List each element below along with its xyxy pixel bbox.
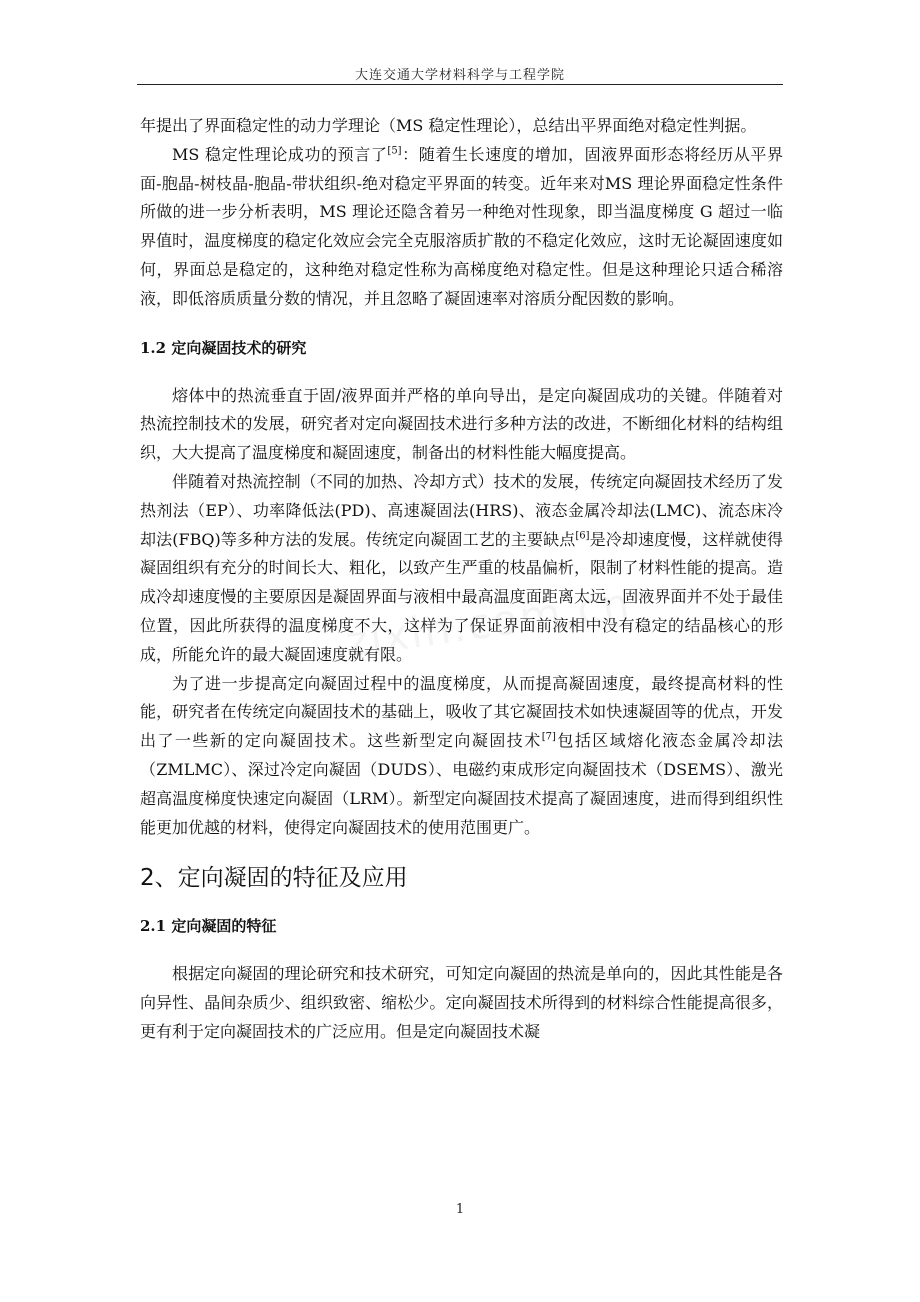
paragraph-new-methods bbox=[140, 670, 783, 843]
paragraph-traditional-methods bbox=[140, 468, 783, 670]
subsection-heading-1-2: 1.2 定向凝固技术的研究 bbox=[140, 338, 307, 357]
section-heading-2: 2、定向凝固的特征及应用 bbox=[140, 865, 408, 892]
paragraph-text: 是冷却速度慢，这样就使得凝固组织有充分的时间长大、粗化，以致产生严重的枝晶偏析，限制了材料性能的提高。造成冷却速度慢的主要原因是凝固界面与液相中最高温度面距离太远，固液界面并不处于最佳位置，因此所获得的温度梯度不大，这样为了保证界面前液相中没有稳定的结晶核心的形成，所能允许的最大凝固速度就有限。 bbox=[140, 529, 783, 664]
page-number: 1 bbox=[455, 1202, 465, 1217]
paragraph-text: 为了进一步提高定向凝固过程中的温度梯度，从而提高凝固速度，最终提高材料的性能，研究者在传统定向凝固技术的基础上，吸收了其它凝固技术如快速凝固等的优点，开发出了一些新的定向凝固技术。这些新型定向凝固技术 bbox=[140, 673, 783, 751]
citation-ref: [6] bbox=[575, 530, 590, 542]
body-content bbox=[140, 112, 783, 1047]
paragraph-text: 包括区域熔化液态金属冷却法（ZMLMC）、深过冷定向凝固（DUDS）、电磁约束成形定向凝固技术（DSEMS）、激光超高温度梯度快速定向凝固（LRM）。新型定向凝固技术提高了凝固速度，进而得到组织性能更加优越的材料，使得定向凝固技术的使用范围更广。 bbox=[140, 731, 783, 837]
paragraph-text: ：随着生长速度的增加，固液界面形态将经历从平界面-胞晶-树枝晶-胞晶-带状组织-绝对稳定平界面的转变。近年来对MS 理论界面稳定性条件所做的进一步分析表明，MS 理论还隐含着另一种绝对性现象，即当温度梯度 G 超过一临界值时，温度梯度的稳定化效应会完全克服溶质扩散的不稳定化效应，这时无论凝固速度如何，界面总是稳定的，这种绝对稳定性称为高梯度绝对稳定性。但是这种理论只适合稀溶液，即低溶质质量分数的情况，并且忽略了凝固速率对溶质分配因数的影响。 bbox=[140, 144, 783, 308]
citation-ref: [5] bbox=[387, 145, 402, 157]
paragraph-text: MS 稳定性理论成功的预言了 bbox=[172, 144, 388, 164]
header-rule bbox=[137, 84, 783, 85]
paragraph-characteristics bbox=[140, 960, 783, 1046]
paragraph-ms-theory bbox=[140, 141, 783, 314]
paragraph-heat-flow bbox=[140, 382, 783, 468]
page-header: 大连交通大学材料科学与工程学院 bbox=[354, 68, 565, 83]
paragraph-continued bbox=[140, 112, 783, 141]
subsection-heading-2-1: 2.1 定向凝固的特征 bbox=[140, 917, 277, 936]
citation-ref: [7] bbox=[541, 731, 556, 743]
paragraph-text: 伴随着对热流控制（不同的加热、冷却方式）技术的发展，传统定向凝固技术经历了发热剂法（EP）、功率降低法(PD)、高速凝固法(HRS)、液态金属冷却法(LMC)、流态床冷却法(FBQ)等多种方法的发展。传统定向凝固工艺的主要缺点 bbox=[140, 471, 783, 549]
paragraph-text: 根据定向凝固的理论研究和技术研究，可知定向凝固的热流是单向的，因此其性能是各向异性、晶间杂质少、组织致密、缩松少。定向凝固技术所得到的材料综合性能提高很多，更有利于定向凝固技术的广泛应用。但是定向凝固技术凝 bbox=[140, 964, 783, 1041]
paragraph-text: 年提出了界面稳定性的动力学理论（MS 稳定性理论），总结出平界面绝对稳定性判据。 bbox=[140, 116, 757, 135]
paragraph-text: 熔体中的热流垂直于固/液界面并严格的单向导出，是定向凝固成功的关键。伴随着对热流控制技术的发展，研究者对定向凝固技术进行多种方法的改进，不断细化材料的结构组织，大大提高了温度梯度和凝固速度，制备出的材料性能大幅度提高。 bbox=[140, 385, 783, 463]
